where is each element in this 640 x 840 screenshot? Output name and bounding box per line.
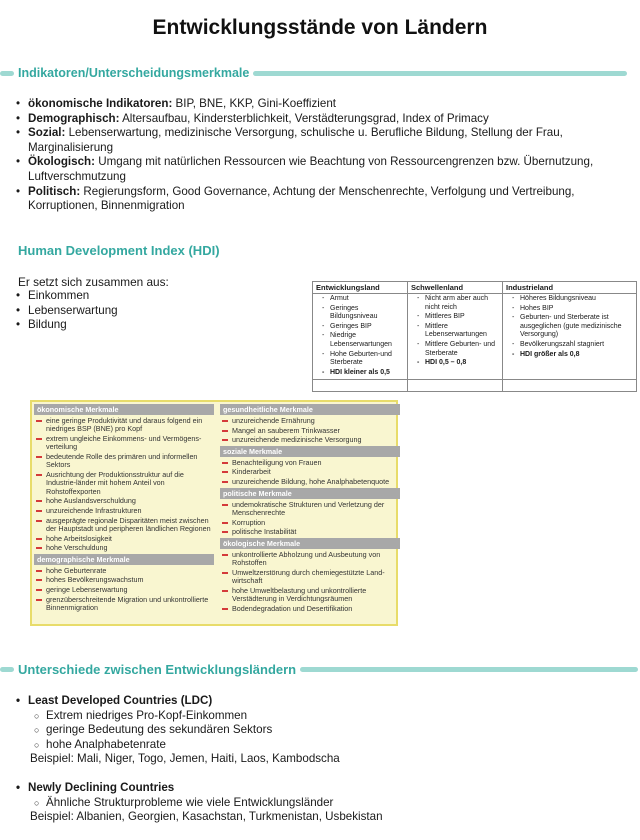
features-item: politische Instabilität bbox=[220, 528, 400, 536]
hdi-component: • Lebenserwartung bbox=[16, 304, 118, 319]
indicator-label: Sozial: bbox=[28, 126, 66, 140]
hdi-component: • Bildung bbox=[16, 318, 118, 333]
indicator-item bbox=[16, 97, 620, 112]
group-title: • Least Developed Countries (LDC) bbox=[16, 694, 340, 709]
features-group-header: politische Merkmale bbox=[220, 488, 400, 499]
heading-bar-right bbox=[253, 71, 627, 76]
indicator-text: Altersaufbau, Kindersterblichkeit, Verstädterungsgrad, Index of Primacy bbox=[119, 111, 489, 125]
indicator-label: Demographisch: bbox=[28, 111, 120, 125]
features-group-header: soziale Merkmale bbox=[220, 446, 400, 457]
indicator-item bbox=[16, 126, 620, 155]
features-item: Korruption bbox=[220, 519, 400, 527]
table-header: Industrieland bbox=[503, 282, 637, 294]
table-header: Entwicklungsland bbox=[313, 282, 408, 294]
features-item: Kinderarbeit bbox=[220, 468, 400, 476]
features-item: Umweltzerstörung durch chemiegestützte Land-wirtschaft bbox=[220, 569, 400, 586]
indicator-item bbox=[16, 155, 620, 184]
section-heading-indicators bbox=[18, 66, 627, 80]
features-item: Ausrichtung der Produktionsstruktur auf die Industrie-länder mit hohem Anteil von Rohstoffexporten bbox=[34, 471, 214, 496]
indicator-text: Umgang mit natürlichen Ressourcen wie Beachtung von Ressourcengrenzen bzw. Übernutzung, Luftverschmutzung bbox=[28, 155, 594, 183]
group-example: Beispiel: Albanien, Georgien, Kasachstan, Turkmenistan, Usbekistan bbox=[30, 810, 383, 824]
features-item: extrem ungleiche Einkommens- und Vermögens-verteilung bbox=[34, 435, 214, 452]
table-list-item: - HDI größer als 0,8 bbox=[512, 351, 633, 360]
features-item: grenzüberschreitende Migration und unkontrollierte Binnenmigration bbox=[34, 596, 214, 613]
features-item: geringe Lebenserwartung bbox=[34, 586, 214, 594]
features-item: unkontrollierte Abholzung und Ausbeutung von Rohstoffen bbox=[220, 551, 400, 568]
table-list-item: - Hohes BIP bbox=[512, 305, 633, 314]
heading-bar-left bbox=[0, 71, 14, 76]
table-cell bbox=[503, 294, 637, 380]
indicator-item bbox=[16, 112, 620, 127]
table-list-item: - Geringes Bildungsniveau bbox=[322, 305, 404, 322]
features-item: hohe Arbeitslosigkeit bbox=[34, 535, 214, 543]
section-heading-text: Indikatoren/Unterscheidungsmerkmale bbox=[18, 66, 250, 80]
indicator-item bbox=[16, 185, 620, 214]
section-heading-differences bbox=[18, 662, 638, 677]
table-cell bbox=[408, 294, 503, 380]
features-item: unzureichende Infrastrukturen bbox=[34, 507, 214, 515]
features-group-header: ökologische Merkmale bbox=[220, 538, 400, 549]
features-item: hohe Geburtenrate bbox=[34, 567, 214, 575]
comparison-table bbox=[312, 281, 637, 392]
table-list-item: - HDI kleiner als 0,5 bbox=[322, 369, 404, 378]
group-subitem: ○ geringe Bedeutung des sekundären Sektors bbox=[16, 723, 340, 738]
table-cell bbox=[408, 380, 503, 392]
indicator-text: BIP, BNE, KKP, Gini-Koeffizient bbox=[172, 97, 336, 110]
features-group-header: demographische Merkmale bbox=[34, 554, 214, 565]
group-ndc bbox=[16, 781, 383, 825]
features-item: ausgeprägte regionale Disparitäten meist zwischen der Hauptstadt und peripheren ländlichen Regionen bbox=[34, 517, 214, 534]
hdi-heading: Human Development Index (HDI) bbox=[18, 243, 220, 258]
table-cell bbox=[503, 380, 637, 392]
features-item: undemokratische Strukturen und Verletzung der Menschenrechte bbox=[220, 501, 400, 518]
hdi-component: • Einkommen bbox=[16, 289, 118, 304]
indicator-label: Politisch: bbox=[28, 184, 81, 198]
table-list-item: - Nicht arm aber auch nicht reich bbox=[417, 295, 499, 312]
hdi-components-list bbox=[16, 289, 118, 333]
table-list-item: - Niedrige Lebenserwartungen bbox=[322, 332, 404, 349]
table-cell bbox=[313, 380, 408, 392]
group-title: • Newly Declining Countries bbox=[16, 781, 383, 796]
table-list-item: - HDI 0,5 – 0,8 bbox=[417, 359, 499, 368]
group-example: Beispiel: Mali, Niger, Togo, Jemen, Haiti, Laos, Kambodscha bbox=[30, 752, 340, 766]
features-item: Mangel an sauberem Trinkwasser bbox=[220, 427, 400, 435]
table-header: Schwellenland bbox=[408, 282, 503, 294]
features-column-right bbox=[220, 404, 400, 614]
features-item: Benachteiligung von Frauen bbox=[220, 459, 400, 467]
table-cell bbox=[313, 294, 408, 380]
table-list-item: - Hohe Geburten-und Sterberate bbox=[322, 351, 404, 368]
features-box bbox=[30, 400, 398, 626]
features-item: eine geringe Produktivität und daraus folgend ein niedriges BSP (BNE) pro Kopf bbox=[34, 417, 214, 434]
table-list-item: - Geburten- und Sterberate ist ausgeglichen (gute medizinische Versorgung) bbox=[512, 314, 633, 340]
page-title: Entwicklungsstände von Ländern bbox=[152, 16, 488, 39]
group-subitem: ○ Extrem niedriges Pro-Kopf-Einkommen bbox=[16, 709, 340, 724]
table-list-item: - Bevölkerungszahl stagniert bbox=[512, 341, 633, 350]
table-list-item: - Mittleres BIP bbox=[417, 313, 499, 322]
indicator-text: Lebenserwartung, medizinische Versorgung, schulische u. Berufliche Bildung, Stellung der Frau, Marginalisierung bbox=[28, 126, 563, 154]
group-ldc bbox=[16, 694, 340, 767]
features-item: hohe Auslandsverschuldung bbox=[34, 497, 214, 505]
indicator-text: Regierungsform, Good Governance, Achtung der Menschenrechte, Verfolgung und Vertreibung, Korruptionen, Binnenmigration bbox=[28, 184, 575, 213]
features-item: hohe Umweltbelastung und unkontrollierte Verstädterung in Verdichtungsräumen bbox=[220, 587, 400, 604]
features-item: hohe Verschuldung bbox=[34, 544, 214, 552]
table-list-item: - Geringes BIP bbox=[322, 323, 404, 332]
indicator-list bbox=[16, 97, 620, 214]
features-item: unzureichende medizinische Versorgung bbox=[220, 436, 400, 444]
features-item: unzureichende Bildung, hohe Analphabetenquote bbox=[220, 478, 400, 486]
table-list-item: - Höheres Bildungsniveau bbox=[512, 295, 633, 304]
indicator-label: Ökologisch: bbox=[28, 155, 95, 169]
hdi-intro: Er setzt sich zusammen aus: bbox=[18, 275, 169, 289]
group-subitem: ○ Ähnliche Strukturprobleme wie viele Entwicklungsländer bbox=[16, 796, 383, 811]
group-subitem: ○ hohe Analphabetenrate bbox=[16, 738, 340, 753]
features-item: hohes Bevölkerungswachstum bbox=[34, 576, 214, 584]
section-heading-text: Unterschiede zwischen Entwicklungsländern bbox=[18, 662, 297, 677]
features-item: Bodendegradation und Desertifikation bbox=[220, 605, 400, 613]
features-item: bedeutende Rolle des primären und informellen Sektors bbox=[34, 453, 214, 470]
table-list-item: - Mittlere Lebenserwartungen bbox=[417, 323, 499, 340]
features-group-header: gesundheitliche Merkmale bbox=[220, 404, 400, 415]
heading-bar-right bbox=[300, 667, 638, 672]
heading-bar-left bbox=[0, 667, 14, 672]
features-column-left bbox=[34, 404, 214, 614]
indicator-label: ökonomische Indikatoren: bbox=[28, 97, 173, 110]
table-list-item: - Mittlere Geburten- und Sterberate bbox=[417, 341, 499, 358]
table-list-item: - Armut bbox=[322, 295, 404, 304]
features-item: unzureichende Ernährung bbox=[220, 417, 400, 425]
features-group-header: ökonomische Merkmale bbox=[34, 404, 214, 415]
